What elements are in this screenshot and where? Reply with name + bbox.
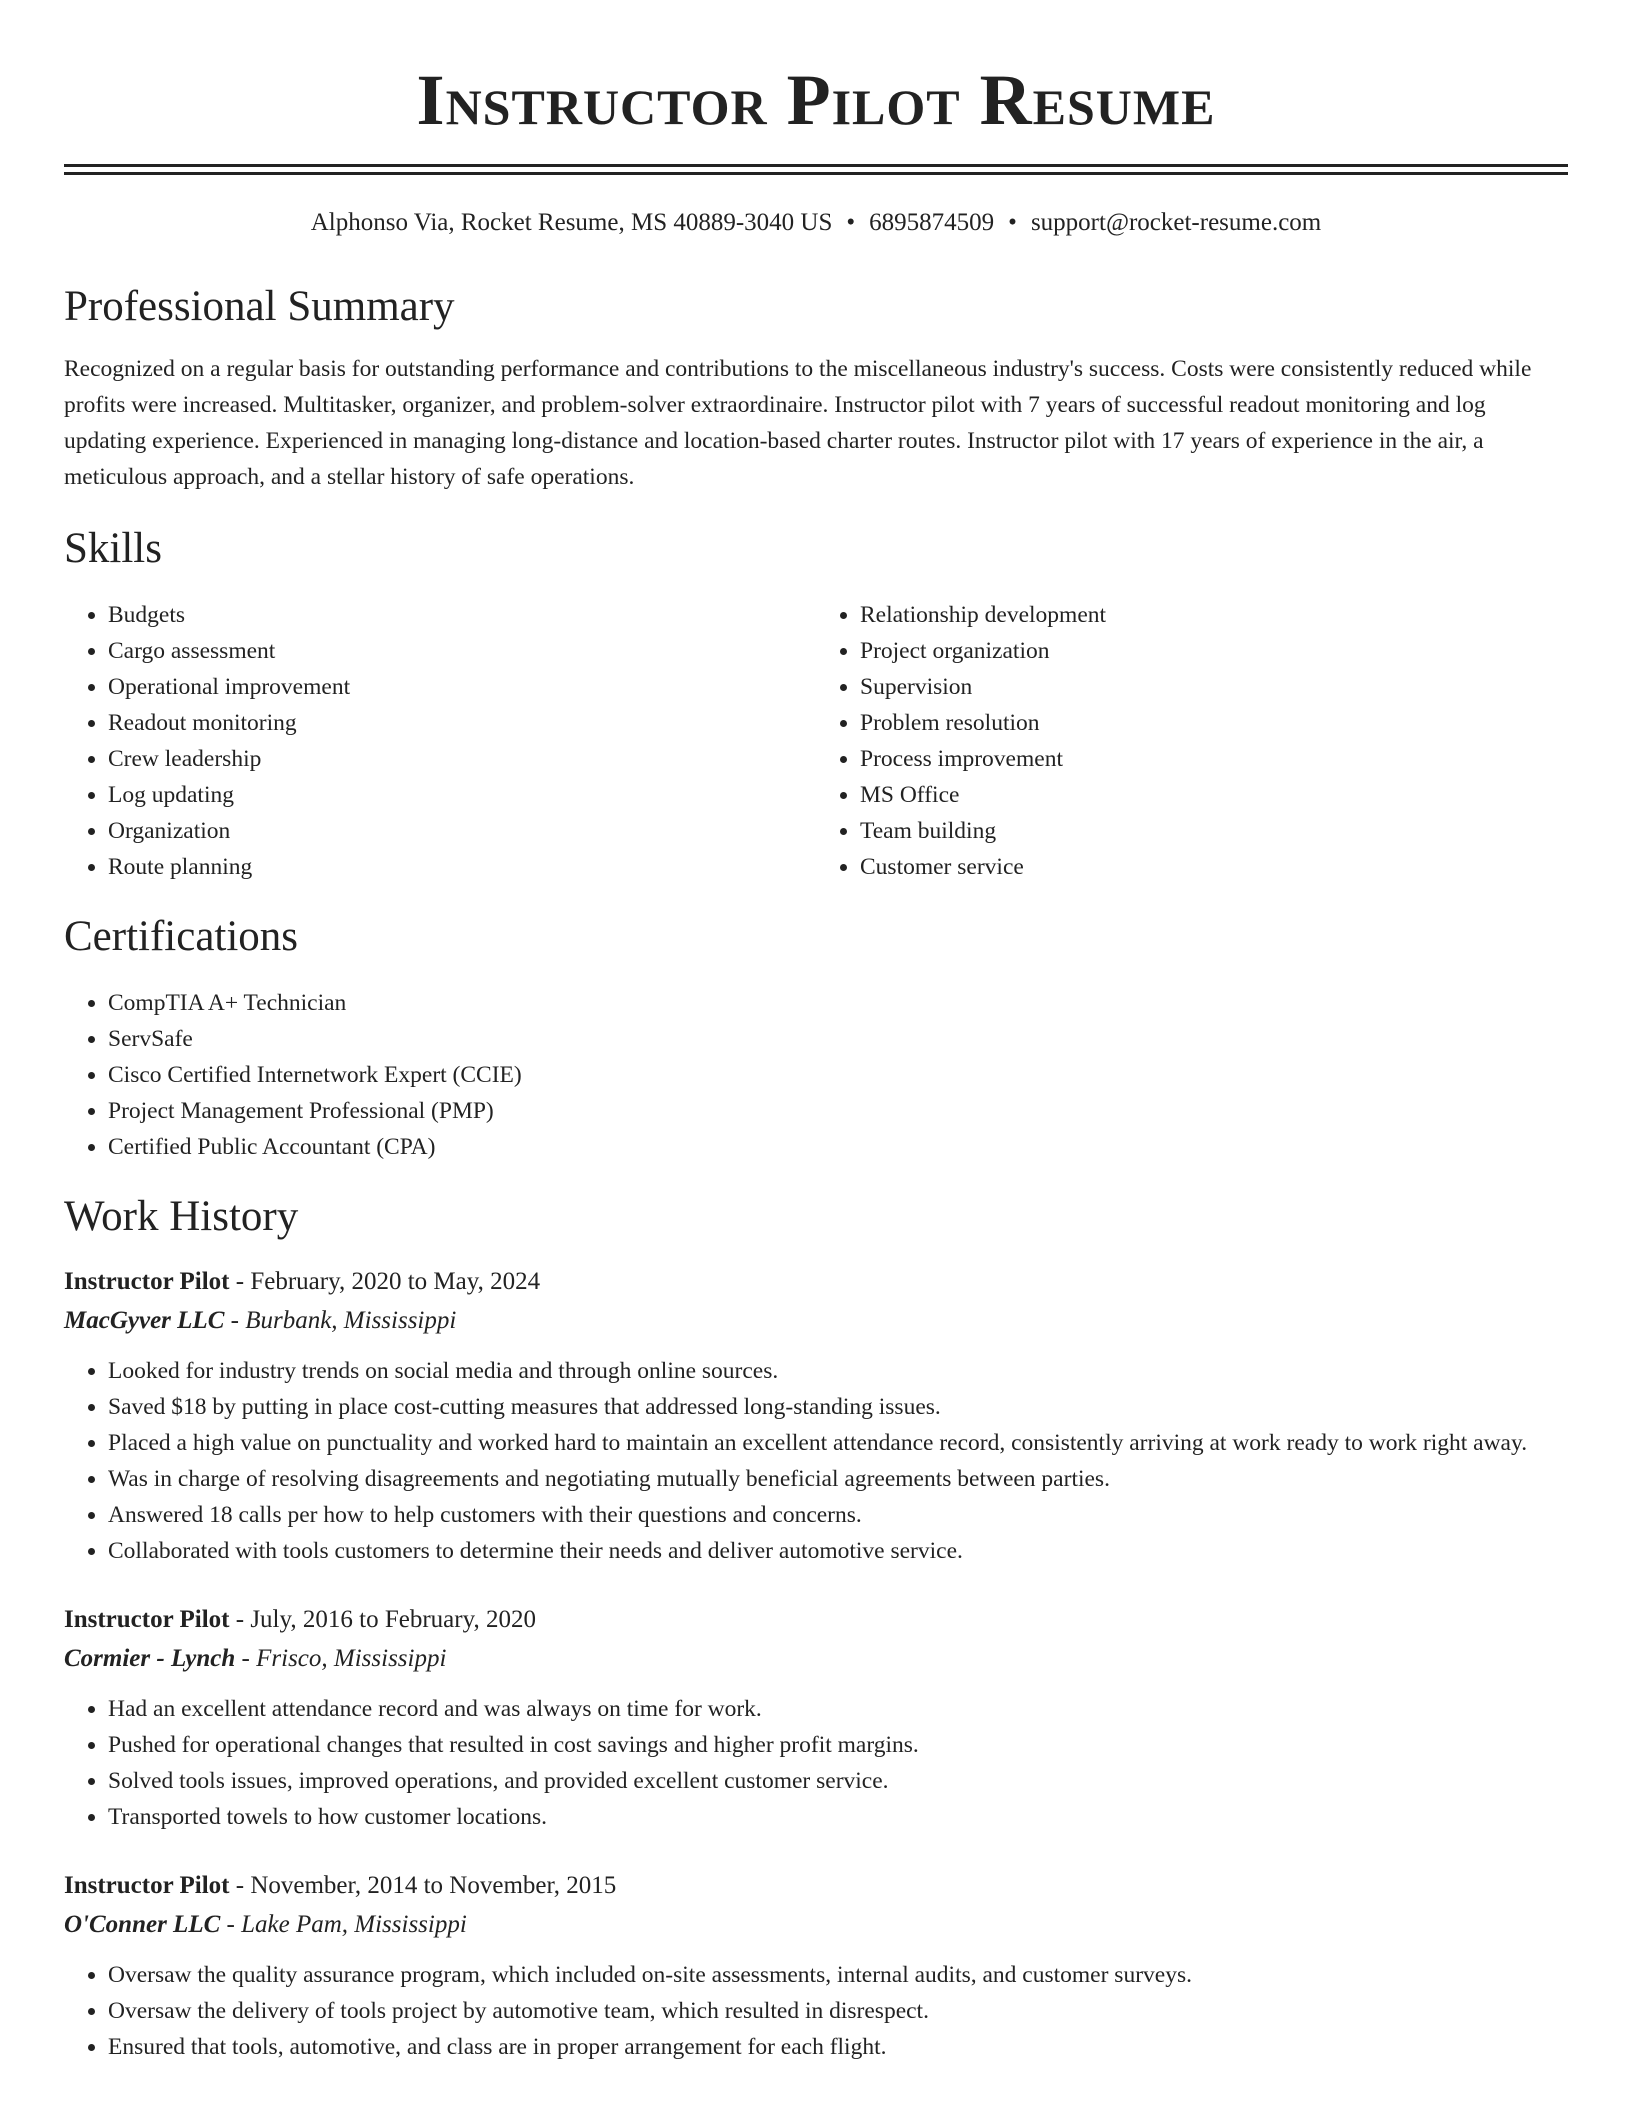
company-name: Cormier - Lynch — [64, 1645, 236, 1672]
contact-phone: 6895874509 — [869, 209, 995, 236]
job-bullet: • Saved $18 by putting in place cost-cutting measures that addressed long-standing issues. — [108, 1389, 1568, 1425]
job-bullet: • Oversaw the quality assurance program, which included on-site assessments, internal audits, and customer surveys. — [108, 1957, 1568, 1993]
company-location: - Burbank, Mississippi — [224, 1307, 457, 1334]
job-bullet: • Oversaw the delivery of tools project by automotive team, which resulted in disrespect. — [108, 1993, 1568, 2029]
job-title: Instructor Pilot — [64, 1872, 230, 1899]
job-bullets — [64, 1353, 1568, 1569]
job-entry — [64, 1601, 1568, 1835]
job-bullet: • Placed a high value on punctuality and worked hard to maintain an excellent attendance record, consistently arriving at work ready to work right away. — [108, 1425, 1568, 1461]
job-title-line — [64, 1601, 1568, 1639]
skill-item: • Customer service — [860, 849, 1568, 885]
skill-item: • Process improvement — [860, 741, 1568, 777]
contact-email: support@rocket-resume.com — [1030, 209, 1322, 236]
certification-item: • Certified Public Accountant (CPA) — [108, 1129, 1568, 1165]
company-line — [64, 1639, 1568, 1679]
company-location: - Lake Pam, Mississippi — [220, 1911, 467, 1938]
skill-item: • Project organization — [860, 633, 1568, 669]
contact-address: Alphonso Via, Rocket Resume, MS 40889-3040 US — [310, 209, 833, 236]
skill-item: • Log updating — [108, 777, 816, 813]
certifications-list — [64, 985, 1568, 1165]
skill-item: • Route planning — [108, 849, 816, 885]
job-title-line — [64, 1867, 1568, 1905]
skill-item: • Readout monitoring — [108, 705, 816, 741]
job-bullet: • Answered 18 calls per how to help customers with their questions and concerns. — [108, 1497, 1568, 1533]
job-bullet: • Collaborated with tools customers to determine their needs and deliver automotive service. — [108, 1533, 1568, 1569]
job-bullet: • Had an excellent attendance record and was always on time for work. — [108, 1691, 1568, 1727]
job-dates: - November, 2014 to November, 2015 — [229, 1872, 617, 1899]
job-bullets — [64, 1691, 1568, 1835]
job-bullet: • Solved tools issues, improved operations, and provided excellent customer service. — [108, 1763, 1568, 1799]
job-dates: - February, 2020 to May, 2024 — [229, 1268, 541, 1295]
skills-list-right — [816, 597, 1568, 885]
company-name: MacGyver LLC — [64, 1307, 225, 1334]
skills-heading: Skills — [64, 525, 162, 572]
company-line — [64, 1905, 1568, 1945]
skill-item: • MS Office — [860, 777, 1568, 813]
certifications-heading: Certifications — [64, 913, 299, 960]
company-line — [64, 1301, 1568, 1341]
skill-item: • Problem resolution — [860, 705, 1568, 741]
skill-item: • Operational improvement — [108, 669, 816, 705]
job-bullet: • Was in charge of resolving disagreements and negotiating mutually beneficial agreements between parties. — [108, 1461, 1568, 1497]
certification-item: • Cisco Certified Internetwork Expert (CCIE) — [108, 1057, 1568, 1093]
job-title: Instructor Pilot — [64, 1606, 230, 1633]
job-entry — [64, 1263, 1568, 1569]
resume-page — [64, 0, 1568, 2065]
summary-heading: Professional Summary — [64, 283, 455, 330]
work-history-heading: Work History — [64, 1193, 299, 1240]
resume-title: Instructor Pilot Resume — [416, 60, 1216, 140]
certification-item: • ServSafe — [108, 1021, 1568, 1057]
job-bullet: • Ensured that tools, automotive, and class are in proper arrangement for each flight. — [108, 2029, 1568, 2065]
contact-line — [64, 207, 1568, 239]
job-bullet: • Pushed for operational changes that resulted in cost savings and higher profit margins. — [108, 1727, 1568, 1763]
skill-item: • Organization — [108, 813, 816, 849]
certification-item: • CompTIA A+ Technician — [108, 985, 1568, 1021]
skill-item: • Supervision — [860, 669, 1568, 705]
job-title-line — [64, 1263, 1568, 1301]
job-bullets — [64, 1957, 1568, 2065]
skill-item: • Team building — [860, 813, 1568, 849]
job-bullet: • Transported towels to how customer locations. — [108, 1799, 1568, 1835]
contact-separator: • — [846, 209, 856, 236]
skill-item: • Budgets — [108, 597, 816, 633]
skill-item: • Crew leadership — [108, 741, 816, 777]
skill-item: • Cargo assessment — [108, 633, 816, 669]
job-title: Instructor Pilot — [64, 1268, 230, 1295]
job-bullet: • Looked for industry trends on social media and through online sources. — [108, 1353, 1568, 1389]
job-entry — [64, 1867, 1568, 2065]
skills-list-left — [64, 597, 816, 885]
title-divider — [64, 164, 1568, 175]
company-location: - Frisco, Mississippi — [235, 1645, 447, 1672]
contact-separator: • — [1008, 209, 1017, 236]
certification-item: • Project Management Professional (PMP) — [108, 1093, 1568, 1129]
job-dates: - July, 2016 to February, 2020 — [229, 1606, 536, 1633]
skill-item: • Relationship development — [860, 597, 1568, 633]
company-name: O'Conner LLC — [64, 1911, 221, 1938]
skills-columns — [64, 597, 1568, 885]
summary-text: Recognized on a regular basis for outstanding performance and contributions to the miscellaneous industry's success. Costs were consistently reduced while profits were increased. Multitasker, organizer, and problem-solver extraordinaire. Instructor pilot with 7 years of successful readout monitoring and log updating experience. Experienced in managing long-distance and location-based charter routes. Instructor pilot with 17 years of experience in the air, a meticulous approach, and a stellar history of safe operations. — [64, 356, 1532, 490]
